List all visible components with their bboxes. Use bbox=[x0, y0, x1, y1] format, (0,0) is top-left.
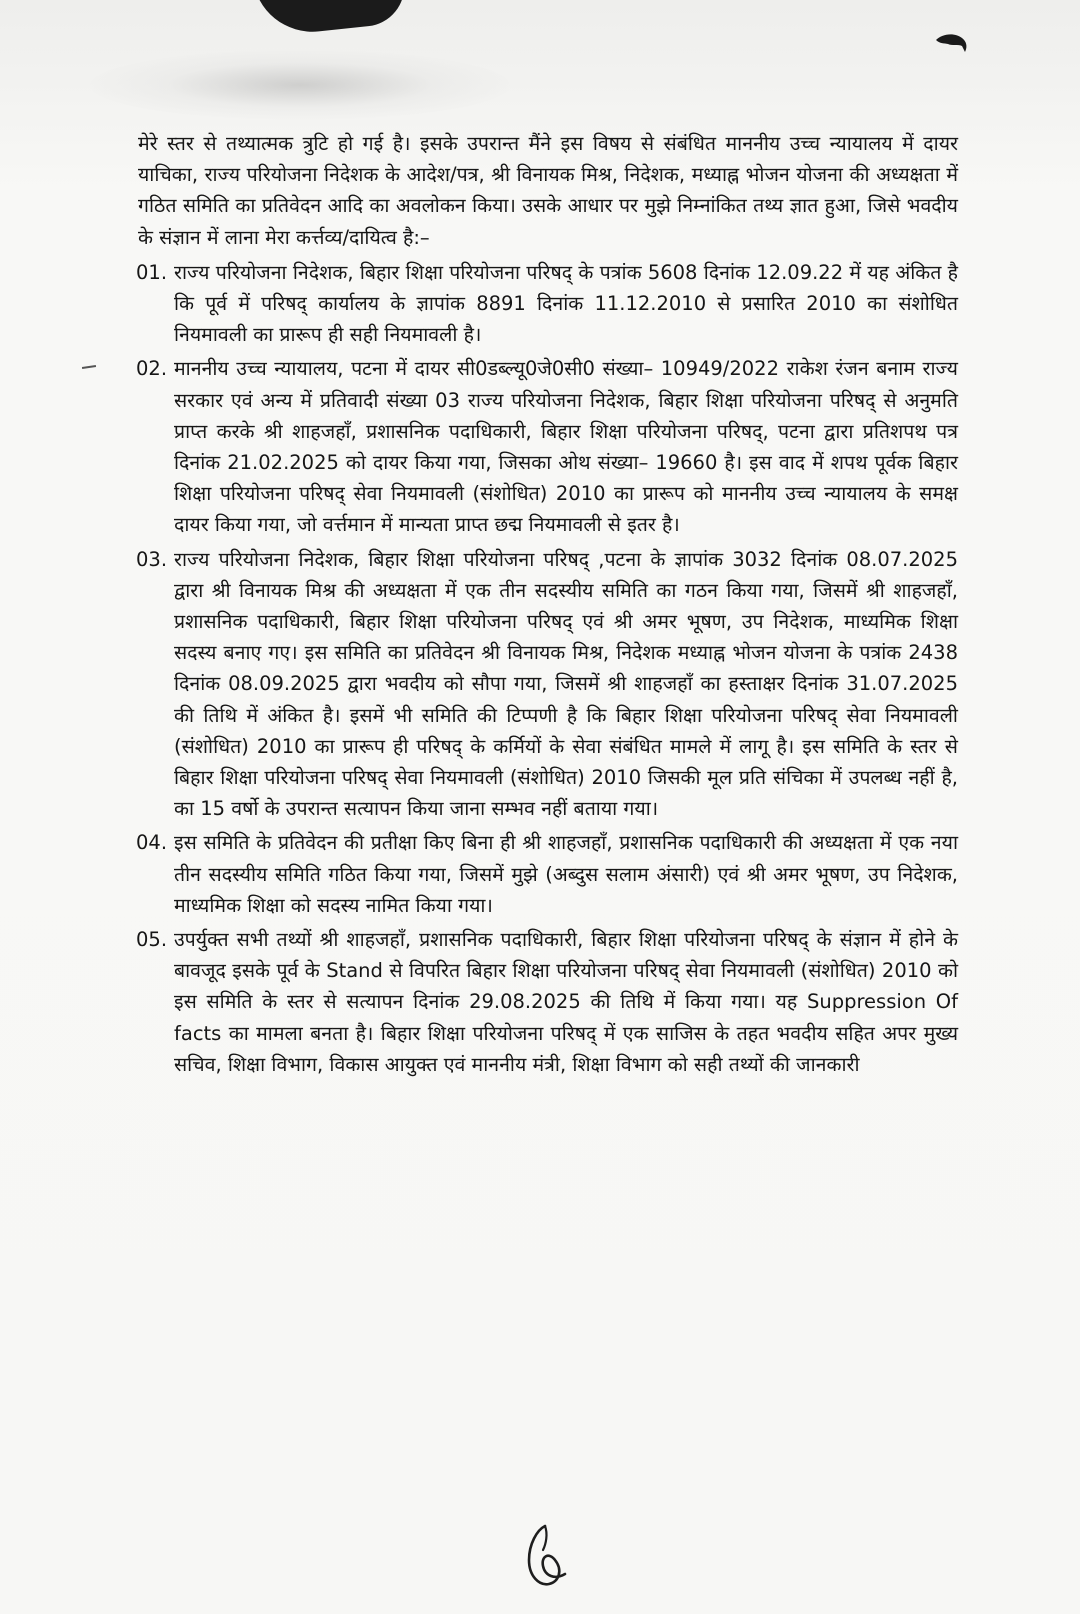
item-text: माननीय उच्च न्यायालय, पटना में दायर सी0डब्ल्यू0जे0सी0 संख्या– 10949/2022 राकेश रंजन बनाम राज्य सरकार एवं अन्य में प्रतिवादी संख्या 03 राज्य परियोजना निदेशक, बिहार शिक्षा परियोजना परिषद् से अनुमति प्राप्त करके श्री शाहजहाँ, प्रशासनिक पदाधिकारी, बिहार शिक्षा परियोजना परिषद्, पटना द्वारा प्रतिशपथ पत्र दिनांक 21.02.2025 को दायर किया गया, जिसका ओथ संख्या– 19660 है। इस वाद में शपथ पूर्वक बिहार शिक्षा परियोजना परिषद् सेवा नियमावली (संशोधित) 2010 का प्रारूप को माननीय उच्च न्यायालय के समक्ष दायर किया गया, जो वर्त्तमान में मान्यता प्राप्त छद्म नियमावली से इतर है। bbox=[174, 357, 958, 537]
item-number: 04. bbox=[136, 831, 168, 855]
item-number: 03. bbox=[136, 547, 168, 571]
item-text: राज्य परियोजना निदेशक, बिहार शिक्षा परियोजना परिषद् के पत्रांक 5608 दिनांक 12.09.22 में यह अंकित है कि पूर्व में परिषद् कार्यालय के ज्ञापांक 8891 दिनांक 11.12.2010 से प्रसारित 2010 का संशोधित नियमावली का प्रारूप ही सही नियमावली है। bbox=[174, 260, 958, 347]
scan-shadow bbox=[252, 0, 408, 38]
scan-smudge bbox=[90, 50, 510, 120]
handwritten-initial bbox=[515, 1520, 575, 1592]
list-item bbox=[138, 544, 958, 825]
item-text: उपर्युक्त सभी तथ्यों श्री शाहजहाँ, प्रशासनिक पदाधिकारी, बिहार शिक्षा परियोजना परिषद् के संज्ञान में होने के बावजूद इसके पूर्व के Stand से विपरित बिहार शिक्षा परियोजना परिषद् सेवा नियमावली (संशोधित) 2010 को इस समिति के स्तर से सत्यापन दिनांक 29.08.2025 की तिथि में किया गया। यह Suppression Of facts का मामला बनता है। बिहार शिक्षा परियोजना परिषद् में एक साजिस के तहत भवदीय सहित अपर मुख्य सचिव, शिक्षा विभाग, विकास आयुक्त एवं माननीय मंत्री, शिक्षा विभाग को सही तथ्यों की जानकारी bbox=[174, 928, 958, 1076]
intro-paragraph: मेरे स्तर से तथ्यात्मक त्रुटि हो गई है। इसके उपरान्त मैंने इस विषय से संबंधित माननीय उच्च न्यायालय में दायर याचिका, राज्य परियोजना निदेशक के आदेश/पत्र, श्री विनायक मिश्र, निदेशक, मध्याह्न भोजन योजना की अध्यक्षता में गठित समिति का प्रतिवेदन आदि का अवलोकन किया। उसके आधार पर मुझे निम्नांकित तथ्य ज्ञात हुआ, जिसे भवदीय के संज्ञान में लाना मेरा कर्त्तव्य/दायित्व है:– bbox=[138, 132, 958, 249]
item-number: 05. bbox=[136, 928, 168, 952]
list-item bbox=[138, 257, 958, 351]
letter-body bbox=[138, 128, 958, 1083]
ink-mark-icon bbox=[932, 30, 972, 56]
margin-mark bbox=[82, 365, 96, 369]
item-number: 01. bbox=[136, 260, 168, 284]
item-text: इस समिति के प्रतिवेदन की प्रतीक्षा किए बिना ही श्री शाहजहाँ, प्रशासनिक पदाधिकारी की अध्यक्षता में एक नया तीन सदस्यीय समिति गठित किया गया, जिसमें मुझे (अब्दुस सलाम अंसारी) एवं श्री अमर भूषण, उप निदेशक, माध्यमिक शिक्षा को सदस्य नामित किया गया। bbox=[174, 831, 958, 917]
list-item bbox=[138, 353, 958, 540]
item-number: 02. bbox=[136, 357, 168, 381]
list-item bbox=[138, 924, 958, 1080]
item-text: राज्य परियोजना निदेशक, बिहार शिक्षा परियोजना परिषद् ,पटना के ज्ञापांक 3032 दिनांक 08.07.2025 द्वारा श्री विनायक मिश्र की अध्यक्षता में एक तीन सदस्यीय समिति का गठन किया गया, जिसमें श्री शाहजहाँ, प्रशासनिक पदाधिकारी, बिहार शिक्षा परियोजना परिषद् एवं श्री अमर भूषण, उप निदेशक, माध्यमिक शिक्षा सदस्य बनाए गए। इस समिति का प्रतिवेदन श्री विनायक मिश्र, निदेशक मध्याह्न भोजन योजना के पत्रांक 2438 दिनांक 08.09.2025 द्वारा भवदीय को सौपा गया, जिसमें श्री शाहजहाँ का हस्ताक्षर दिनांक 31.07.2025 की तिथि में अंकित है। इसमें भी समिति की टिप्पणी है कि बिहार शिक्षा परियोजना परिषद् सेवा नियमावली (संशोधित) 2010 का प्रारूप ही परिषद् के कर्मियों के सेवा संबंधित मामले में लागू है। इस समिति के स्तर से बिहार शिक्षा परियोजना परिषद् सेवा नियमावली (संशोधित) 2010 जिसकी मूल प्रति संचिका में उपलब्ध नहीं है, का 15 वर्षो के उपरान्त सत्यापन किया जाना सम्भव नहीं बताया गया। bbox=[174, 547, 958, 821]
list-item bbox=[138, 827, 958, 921]
